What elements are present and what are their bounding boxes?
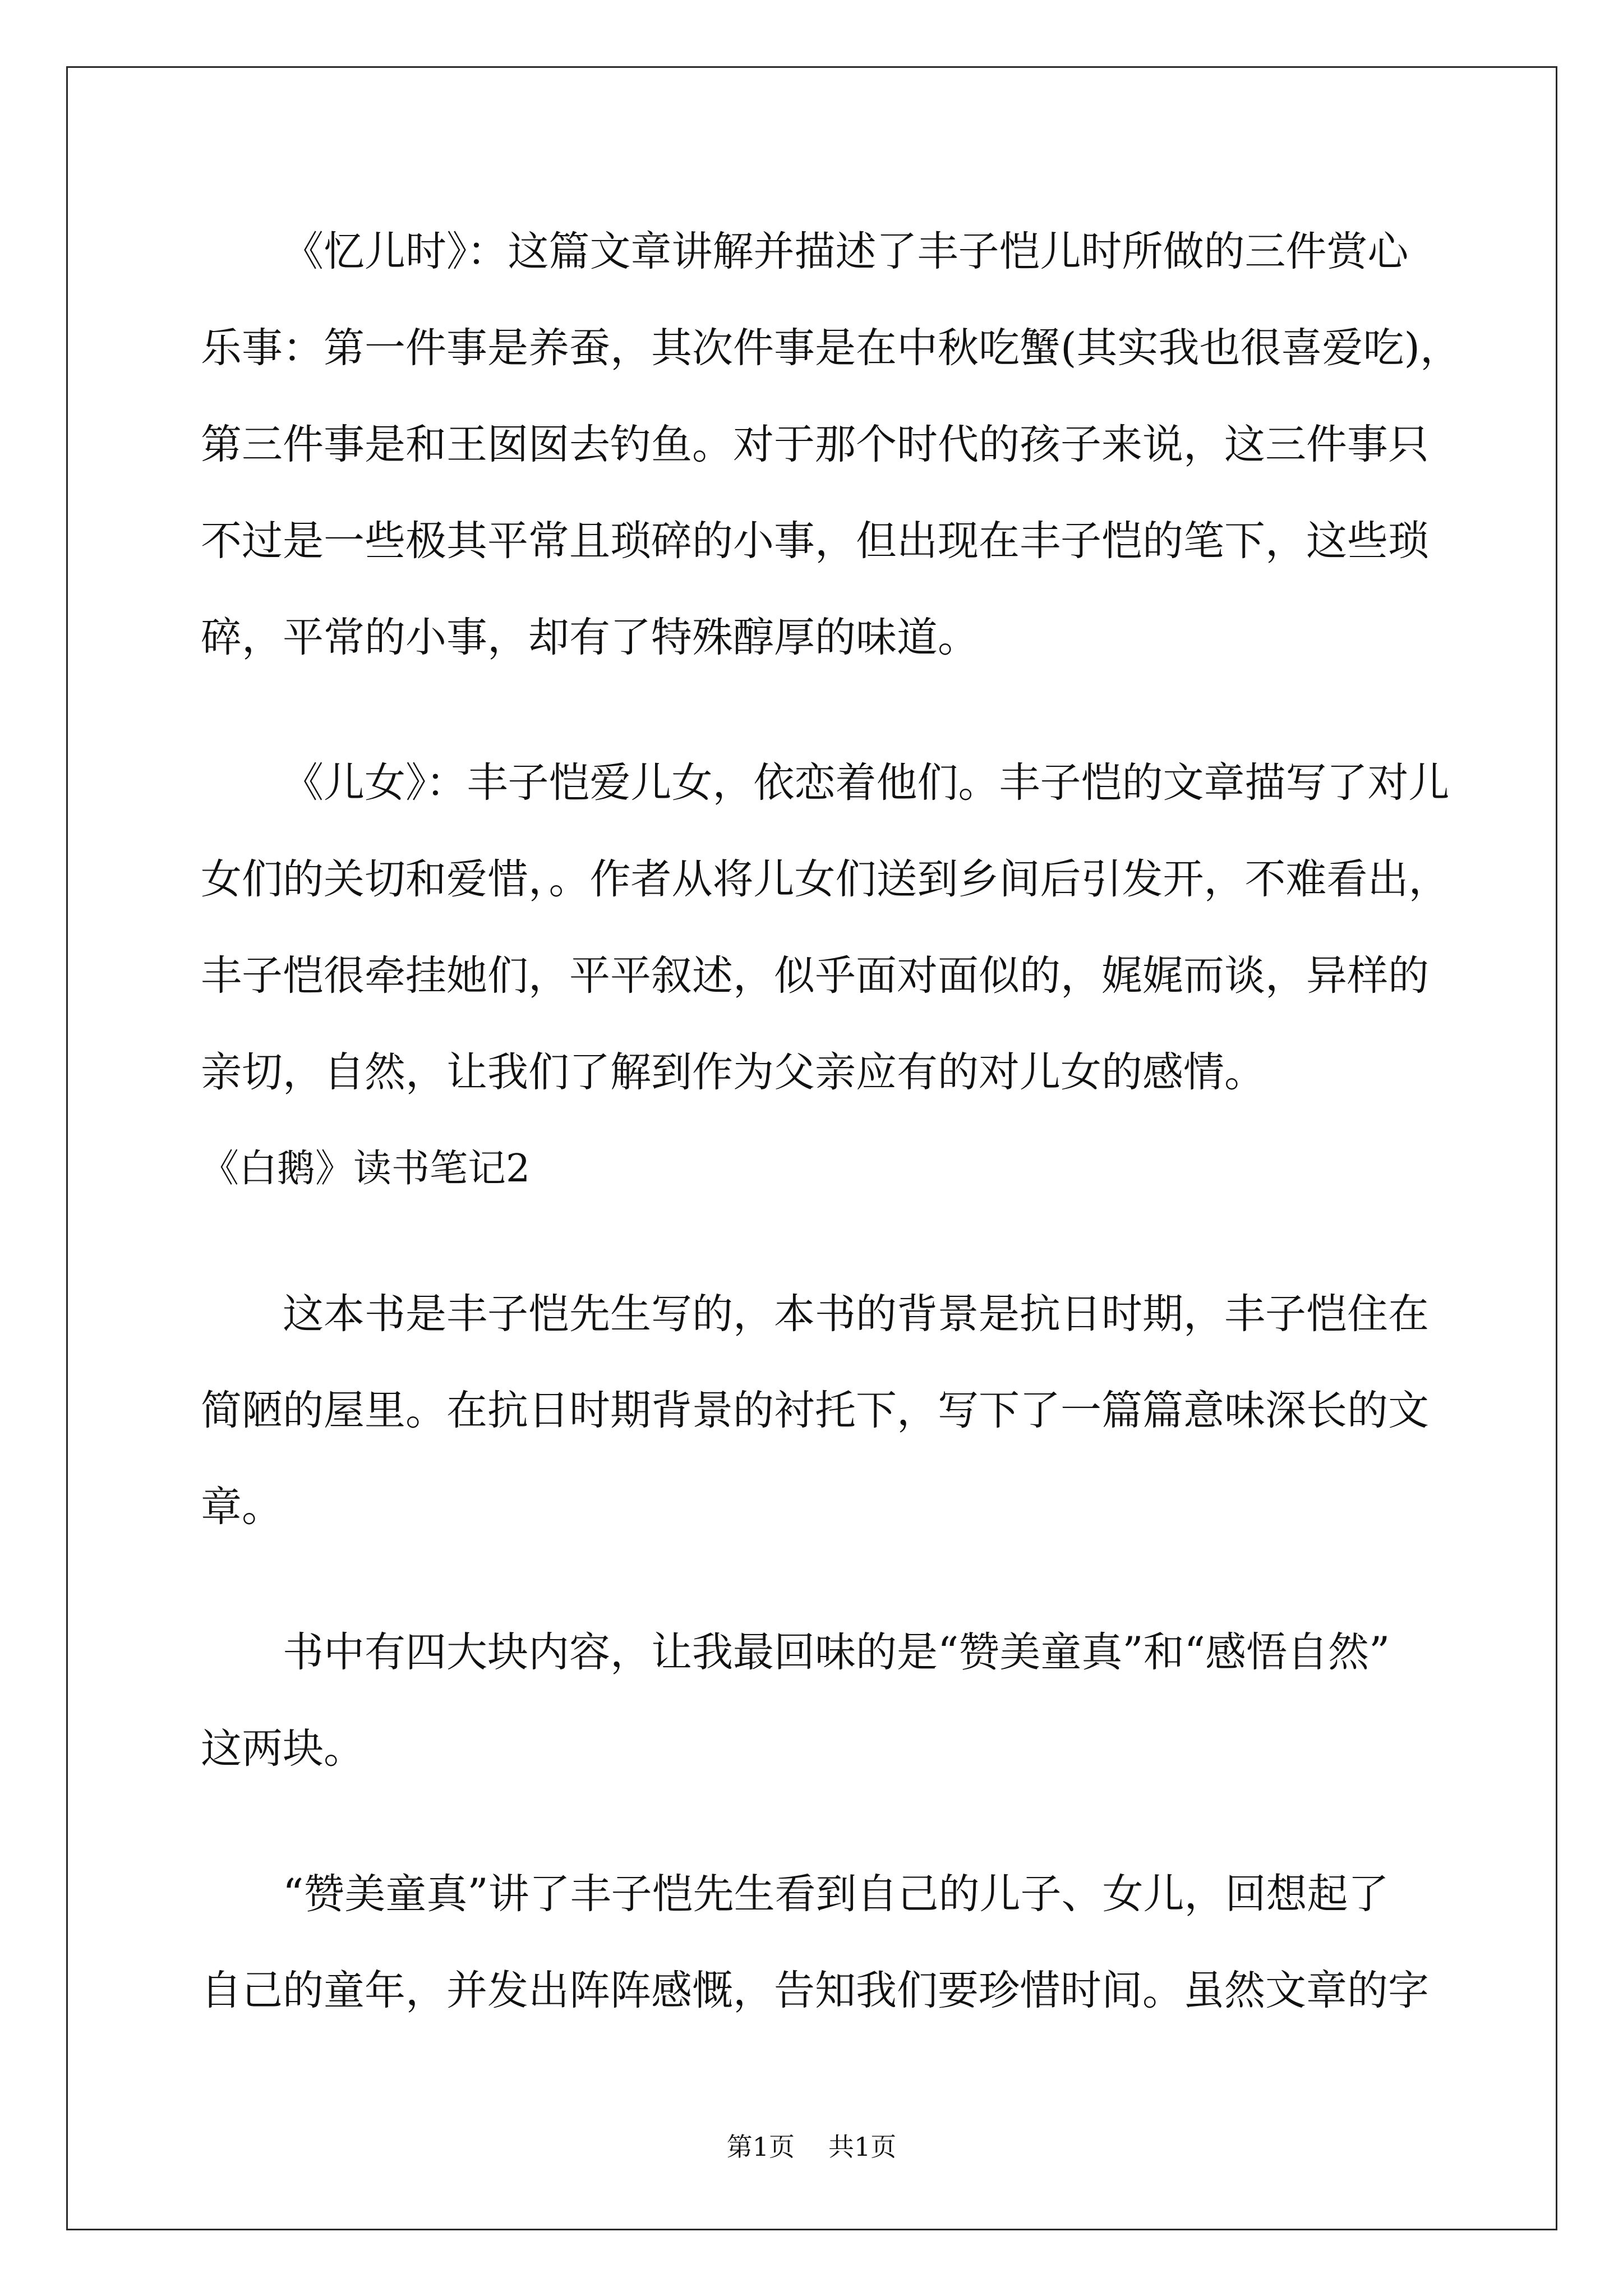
text-line: 第三件事是和王囡囡去钓鱼。对于那个时代的孩子来说，这三件事只 bbox=[201, 421, 1429, 468]
text-line: 简陋的屋里。在抗日时期背景的衬托下，写下了一篇篇意味深长的文 bbox=[201, 1387, 1429, 1434]
paragraph-er-nv bbox=[201, 735, 1502, 1121]
paragraph-yi-er-shi bbox=[201, 204, 1502, 686]
paragraph-praise-childhood bbox=[201, 1846, 1502, 2039]
body-text bbox=[201, 204, 1502, 2039]
paragraph-book-background bbox=[201, 1266, 1502, 1556]
text-line: “赞美童真”讲了丰子恺先生看到自己的儿子、女儿，回想起了 bbox=[283, 1870, 1389, 1918]
text-line: 这本书是丰子恺先生写的，本书的背景是抗日时期，丰子恺住在 bbox=[283, 1290, 1429, 1338]
page-footer bbox=[0, 2134, 1623, 2160]
text-line: 《忆儿时》：这篇文章讲解并描述了丰子恺儿时所做的三件赏心 bbox=[283, 228, 1409, 275]
text-line: 不过是一些极其平常且琐碎的小事，但出现在丰子恺的笔下，这些琐 bbox=[201, 517, 1429, 565]
page-total: 共1页 bbox=[828, 2132, 897, 2162]
paragraph-book-contents bbox=[201, 1604, 1502, 1797]
text-line: 乐事：第一件事是养蚕，其次件事是在中秋吃蟹(其实我也很喜爱吃)， bbox=[201, 324, 1461, 372]
section-heading bbox=[201, 1121, 1502, 1217]
section-heading-text: 《白鹅》读书笔记2 bbox=[201, 1147, 531, 1191]
text-line: 《儿女》：丰子恺爱儿女，依恋着他们。丰子恺的文章描写了对儿 bbox=[283, 759, 1450, 807]
text-line: 章。 bbox=[201, 1483, 283, 1531]
text-line: 丰子恺很牵挂她们，平平叙述，似乎面对面似的，娓娓而谈，异样的 bbox=[201, 952, 1429, 1000]
text-line: 女们的关切和爱惜，。作者从将儿女们送到乡间后引发开，不难看出， bbox=[201, 855, 1450, 903]
page-number: 第1页 bbox=[726, 2132, 795, 2162]
text-line: 亲切，自然，让我们了解到作为父亲应有的对儿女的感情。 bbox=[201, 1048, 1265, 1096]
text-line: 书中有四大块内容，让我最回味的是“赞美童真”和“感悟自然” bbox=[283, 1628, 1390, 1676]
text-line: 自己的童年，并发出阵阵感慨，告知我们要珍惜时间。虽然文章的字 bbox=[201, 1967, 1429, 2014]
text-line: 碎，平常的小事，却有了特殊醇厚的味道。 bbox=[201, 614, 979, 661]
text-line: 这两块。 bbox=[201, 1725, 365, 1773]
